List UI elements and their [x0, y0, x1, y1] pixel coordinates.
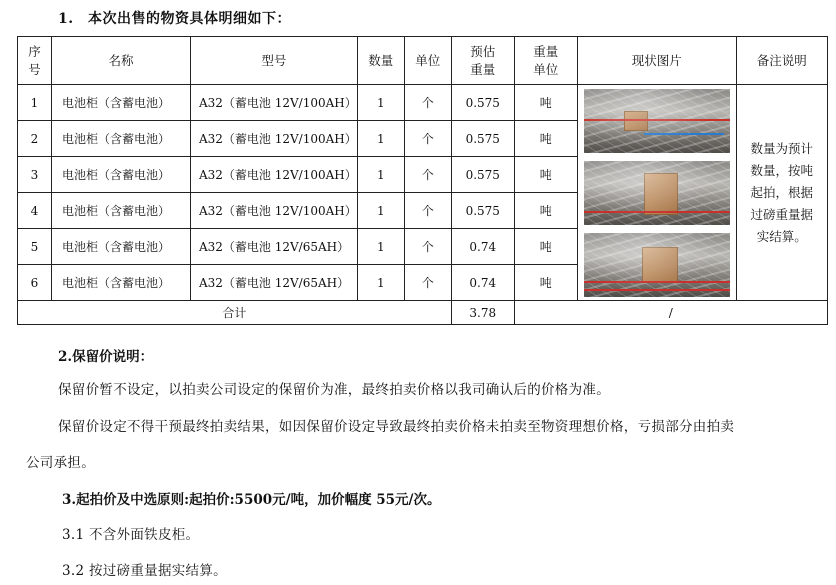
- header-model: 型号: [191, 37, 358, 85]
- section-2-paragraph-1: 保留价暂不设定，以拍卖公司设定的保留价为准，最终拍卖价格以我司确认后的价格为准。: [58, 382, 610, 398]
- header-remark: 备注说明: [736, 37, 827, 85]
- remark-cell: 数量为预计数量，按吨起拍，根据过磅重量据实结算。: [736, 85, 827, 301]
- cell-model: A32（蓄电池 12V/100AH）: [191, 121, 358, 157]
- header-seq: 序号: [18, 37, 52, 85]
- cell-qty: 1: [357, 193, 404, 229]
- cell-weight-unit: 吨: [514, 121, 577, 157]
- cell-weight: 0.575: [451, 85, 514, 121]
- cell-unit: 个: [404, 85, 451, 121]
- cell-unit: 个: [404, 229, 451, 265]
- section-1-number: 1.: [58, 11, 74, 27]
- cell-model: A32（蓄电池 12V/100AH）: [191, 193, 358, 229]
- battery-photo-1: [584, 89, 730, 153]
- cell-seq: 1: [18, 85, 52, 121]
- cell-weight: 0.74: [451, 265, 514, 301]
- header-est-weight: 预估重量: [451, 37, 514, 85]
- cell-model: A32（蓄电池 12V/100AH）: [191, 85, 358, 121]
- cell-name: 电池柜（含蓄电池）: [52, 157, 191, 193]
- cell-seq: 5: [18, 229, 52, 265]
- cell-unit: 个: [404, 193, 451, 229]
- cell-name: 电池柜（含蓄电池）: [52, 265, 191, 301]
- cell-seq: 4: [18, 193, 52, 229]
- cell-weight-unit: 吨: [514, 85, 577, 121]
- cell-weight: 0.575: [451, 193, 514, 229]
- section-2-paragraph-2: 保留价设定不得干预最终拍卖结果，如因保留价设定导致最终拍卖价格未拍卖至物资理想价格，亏损部分由拍卖: [58, 419, 735, 435]
- section-2-paragraph-2-cont: 公司承担。: [26, 455, 95, 471]
- cell-name: 电池柜（含蓄电池）: [52, 85, 191, 121]
- battery-photo-3: [584, 233, 730, 297]
- battery-photo-2: [584, 161, 730, 225]
- cell-seq: 3: [18, 157, 52, 193]
- total-label: 合计: [18, 301, 452, 325]
- cell-unit: 个: [404, 265, 451, 301]
- total-weight: 3.78: [451, 301, 514, 325]
- cell-unit: 个: [404, 157, 451, 193]
- cell-qty: 1: [357, 85, 404, 121]
- header-qty: 数量: [357, 37, 404, 85]
- cell-weight-unit: 吨: [514, 265, 577, 301]
- cell-unit: 个: [404, 121, 451, 157]
- header-photo: 现状图片: [577, 37, 736, 85]
- table-header-row: [18, 37, 828, 85]
- section-3-title: 3.起拍价及中选原则:起拍价:5500元/吨，加价幅度 55元/次。: [62, 492, 441, 508]
- cell-weight-unit: 吨: [514, 193, 577, 229]
- cell-model: A32（蓄电池 12V/65AH）: [191, 265, 358, 301]
- table-total-row: [18, 301, 828, 325]
- section-3-item-2: 3.2 按过磅重量据实结算。: [62, 563, 227, 579]
- cell-weight-unit: 吨: [514, 157, 577, 193]
- cell-name: 电池柜（含蓄电池）: [52, 193, 191, 229]
- section-1-heading: [58, 8, 291, 28]
- section-3-item-1: 3.1 不含外面铁皮柜。: [62, 527, 200, 543]
- header-weight-unit: 重量单位: [514, 37, 577, 85]
- section-1-title: 本次出售的物资具体明细如下：: [88, 11, 291, 27]
- cell-weight: 0.575: [451, 121, 514, 157]
- cell-model: A32（蓄电池 12V/65AH）: [191, 229, 358, 265]
- photo-cell: [577, 85, 736, 301]
- header-unit: 单位: [404, 37, 451, 85]
- header-name: 名称: [52, 37, 191, 85]
- cell-model: A32（蓄电池 12V/100AH）: [191, 157, 358, 193]
- table-row: [18, 85, 828, 121]
- cell-qty: 1: [357, 157, 404, 193]
- cell-seq: 6: [18, 265, 52, 301]
- cell-name: 电池柜（含蓄电池）: [52, 121, 191, 157]
- cell-name: 电池柜（含蓄电池）: [52, 229, 191, 265]
- section-2-title: 2.保留价说明：: [58, 349, 154, 365]
- cell-weight: 0.575: [451, 157, 514, 193]
- total-slash: /: [514, 301, 827, 325]
- cell-qty: 1: [357, 265, 404, 301]
- cell-weight-unit: 吨: [514, 229, 577, 265]
- cell-seq: 2: [18, 121, 52, 157]
- items-table: [17, 36, 828, 325]
- cell-qty: 1: [357, 229, 404, 265]
- cell-qty: 1: [357, 121, 404, 157]
- cell-weight: 0.74: [451, 229, 514, 265]
